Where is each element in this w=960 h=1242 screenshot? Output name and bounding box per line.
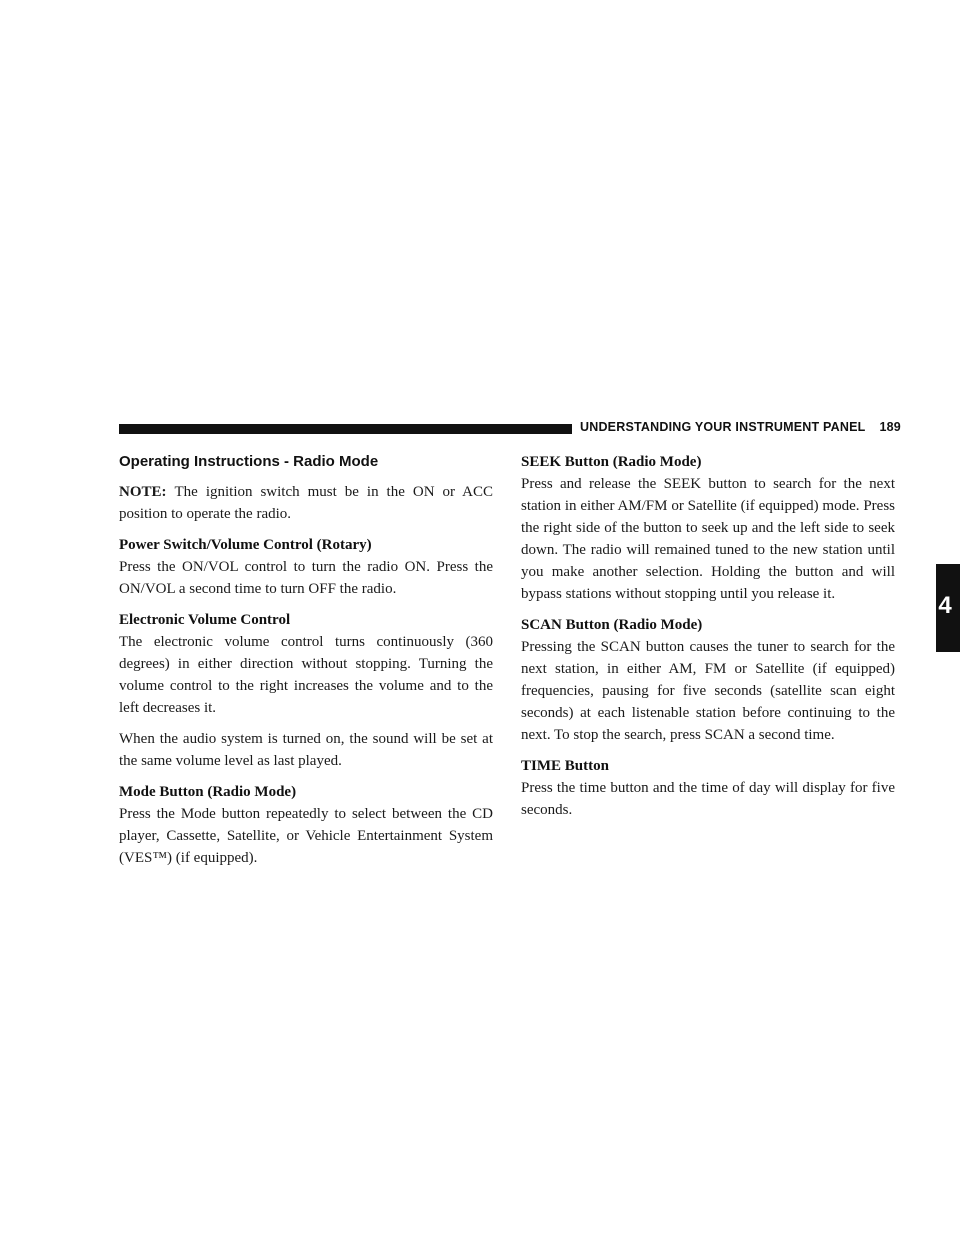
mode-button-text: Press the Mode button repeatedly to select between the CD player, Cassette, Satellite, or Vehicle Entertainment System (VES™) (if equipped). [119,806,493,866]
electronic-volume-text-2: When the audio system is turned on, the sound will be set at the same volume level as last played. [119,731,493,769]
note-paragraph [119,481,493,525]
scan-button-heading: SCAN Button (Radio Mode) [521,617,703,633]
note-text: The ignition switch must be in the ON or ACC position to operate the radio. [119,484,493,522]
right-column [521,451,895,821]
seek-button-text: Press and release the SEEK button to search for the next station in either AM/FM or Satellite (if equipped) mode. Press the right side of the button to seek up and the left side to seek down. The radio will remained tuned to the new station until you make another selection. Holding the button and will bypass stations without stopping until you release it. [521,476,895,602]
section-title: Operating Instructions - Radio Mode [119,453,379,470]
power-switch-heading: Power Switch/Volume Control (Rotary) [119,537,372,553]
left-column [119,451,493,869]
header-rule [119,424,572,434]
running-head [580,420,901,434]
note-label: NOTE: [119,484,167,500]
time-button-text: Press the time button and the time of day will display for five seconds. [521,780,895,818]
seek-button-heading: SEEK Button (Radio Mode) [521,454,702,470]
power-switch-text: Press the ON/VOL control to turn the radio ON. Press the ON/VOL a second time to turn OFF the radio. [119,559,493,597]
page-number: 189 [879,420,901,434]
electronic-volume-text: The electronic volume control turns continuously (360 degrees) in either direction without stopping. Turning the volume control to the right increases the volume and to the left decreases it. [119,634,493,716]
mode-button-heading: Mode Button (Radio Mode) [119,784,297,800]
chapter-tab [936,564,960,652]
running-head-title: UNDERSTANDING YOUR INSTRUMENT PANEL [580,420,866,434]
time-button-heading: TIME Button [521,758,609,774]
chapter-tab-number: 4 [938,592,952,619]
electronic-volume-heading: Electronic Volume Control [119,612,291,628]
scan-button-text: Pressing the SCAN button causes the tuner to search for the next station, in either AM, FM or Satellite (if equipped) frequencies, pausing for five seconds (satellite scan eight seconds) at each listenable station before continuing to the next. To stop the search, press SCAN a second time. [521,639,895,743]
